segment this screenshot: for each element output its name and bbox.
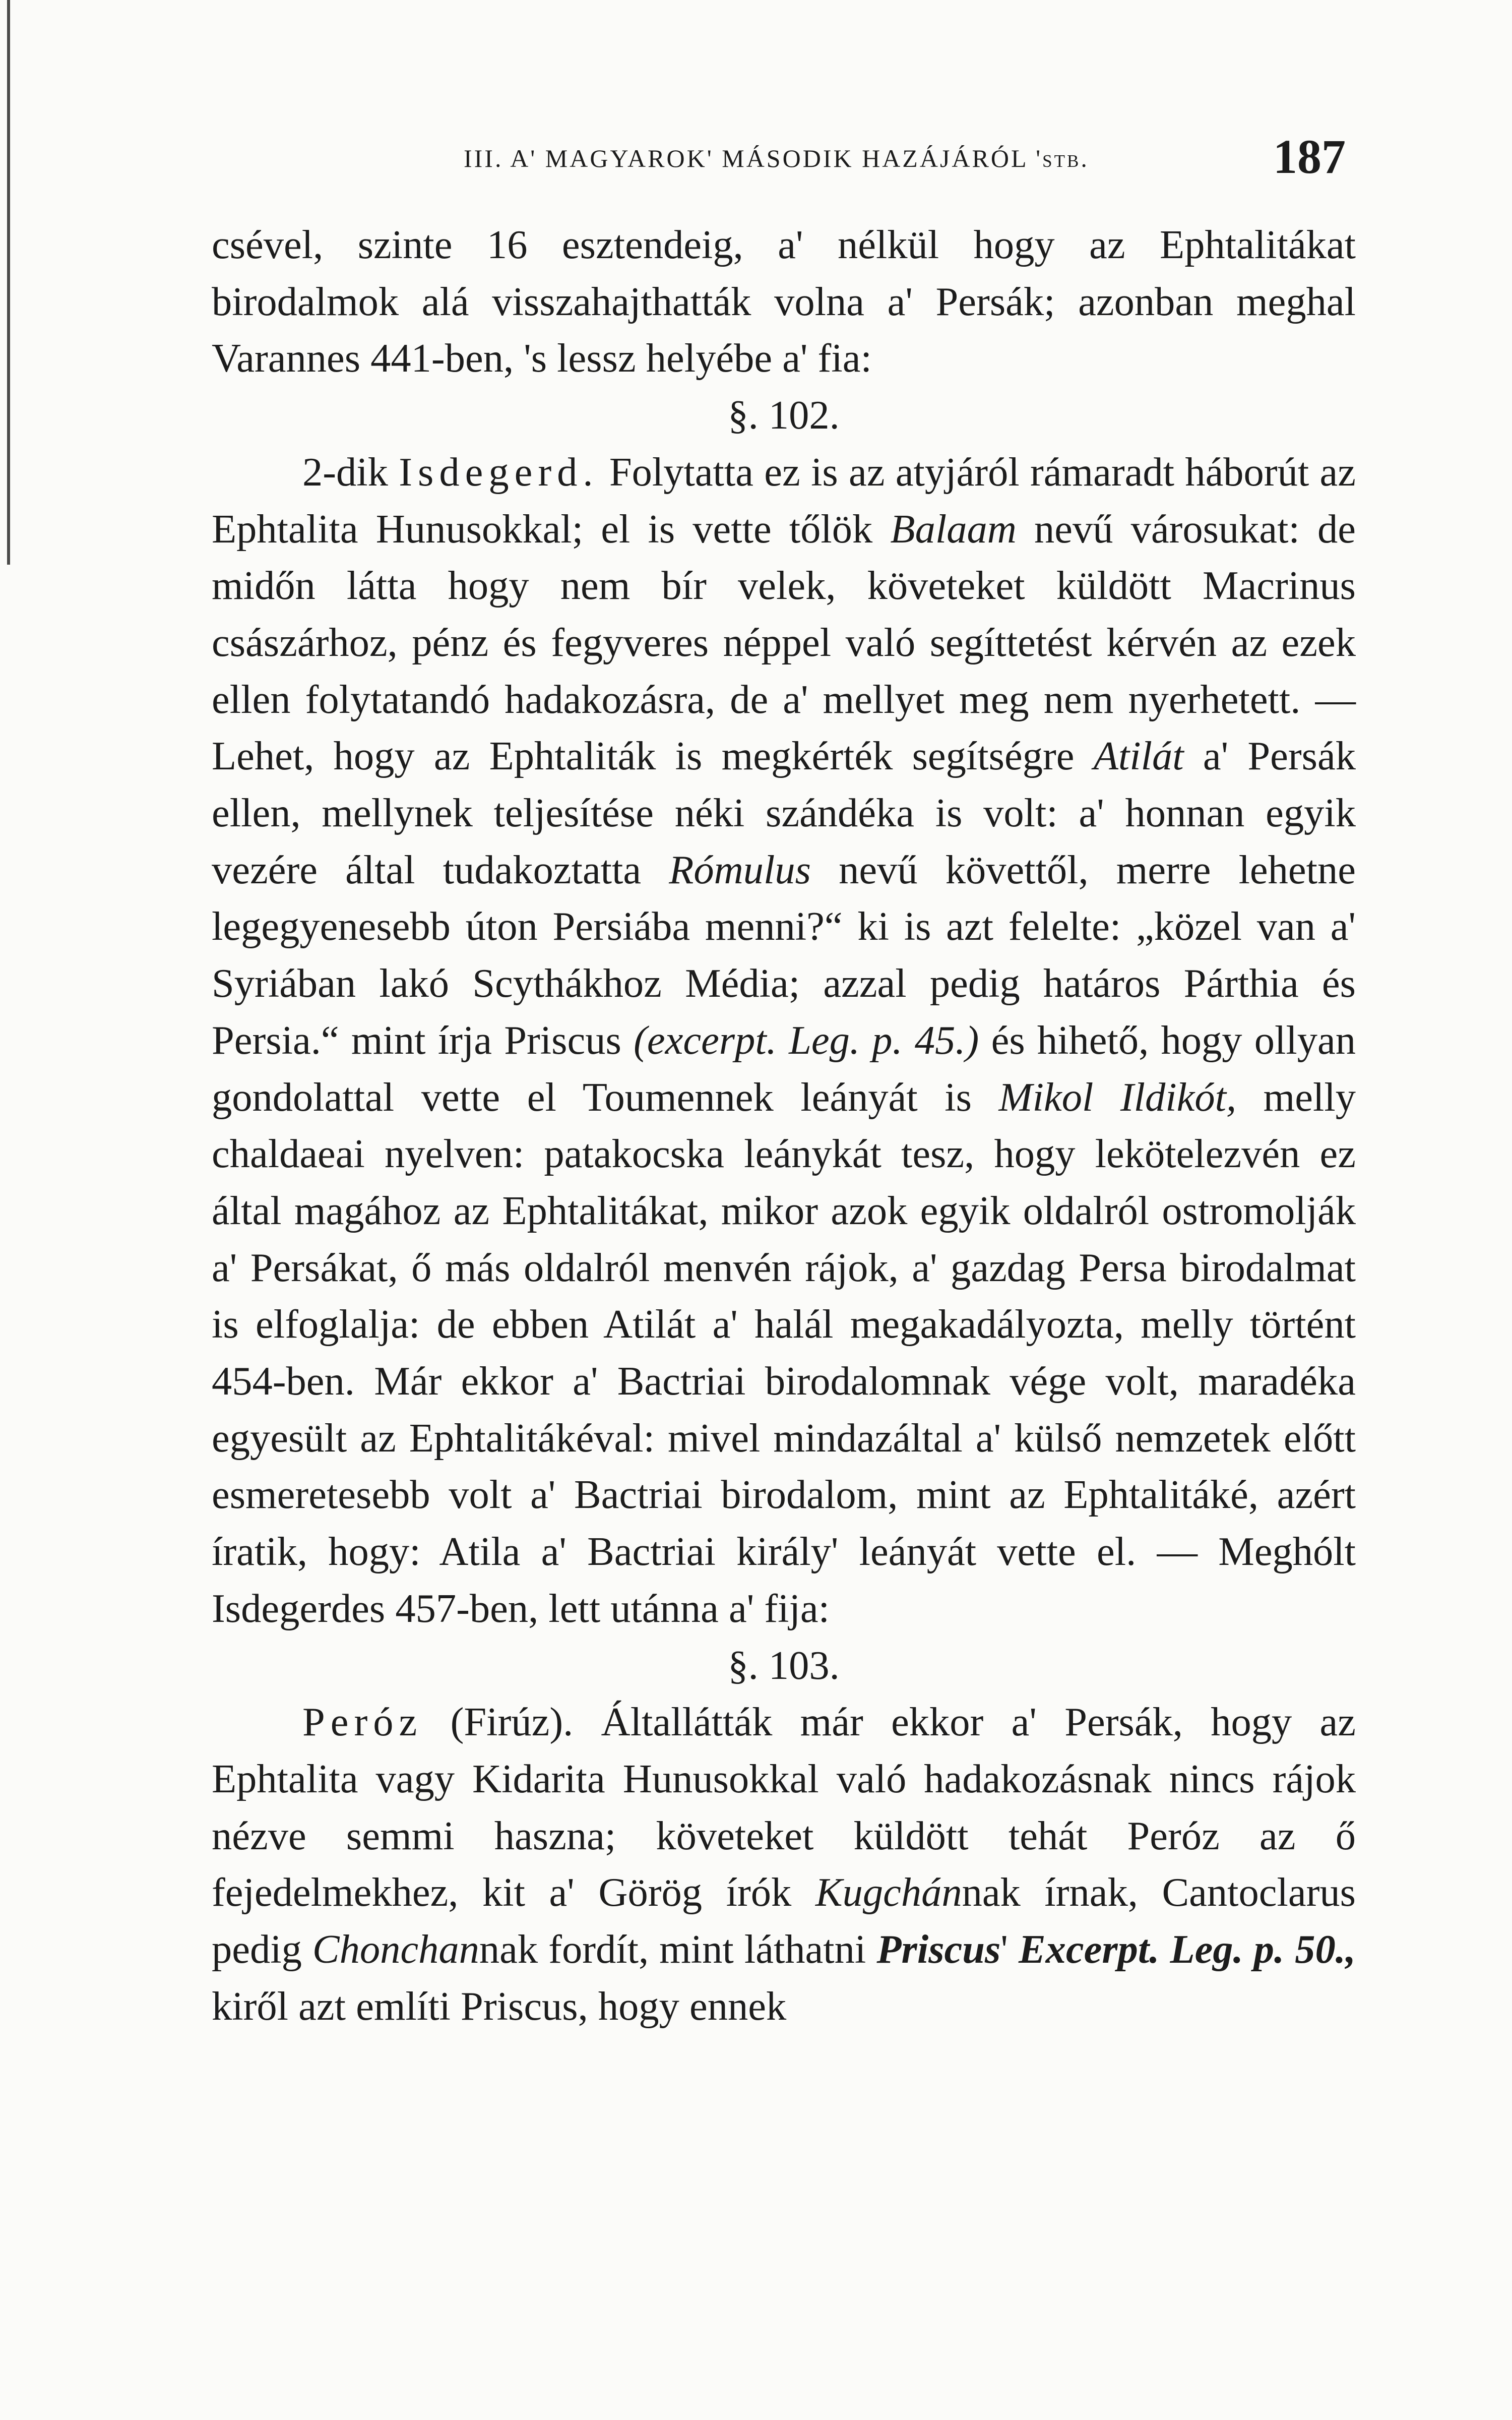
page-number: 187 [1273, 130, 1346, 184]
italic-romulus: Rómulus [669, 847, 811, 892]
italic-balaam: Balaam [890, 506, 1017, 552]
ruler-name-peroz: Peróz [302, 1700, 423, 1745]
paragraph-1 [212, 217, 1356, 387]
paragraph-3-text-b: nak írnak, Cantoclarus pedig [212, 1870, 1356, 1972]
running-head [464, 129, 1346, 184]
italic-chonchan: Chonchan [312, 1927, 479, 1972]
paragraph-3-text-c: nak fordít, mint láthatni [479, 1927, 877, 1972]
citation-excerpt-50: Excerpt. Leg. p. 50., [1018, 1927, 1356, 1972]
ruler-name-prefix: 2-dik [302, 449, 399, 495]
page-edge-rule [7, 0, 10, 565]
running-title: III. A' MAGYAROK' MÁSODIK HAZÁJÁRÓL 'stb. [464, 144, 1089, 172]
italic-atilat: Atilát [1093, 734, 1184, 779]
italic-mikol-ildiko: Mikol Ildikót, [998, 1074, 1237, 1120]
paragraph-3-text-e: kiről azt említi Priscus, hogy ennek [212, 1983, 787, 2029]
section-heading-102: §. 102. [728, 393, 840, 438]
paragraph-2-text-e: és hihető, hogy ollyan gondolattal vette el Toumennek leányát is [212, 1017, 1356, 1120]
paragraph-2-text-b: nevű városukat: de midőn látta hogy nem bír velek, követeket küldött Macrinus császárhoz, pénz és fegyveres néppel való segíttetést kérvén az ezek ellen folytatandó hadakozásra, de a' mellyet meg nem nyerhetett. — Lehet, hogy az Ephtaliták is megkérték segítségre [212, 506, 1356, 779]
section-heading-103: §. 103. [728, 1643, 840, 1688]
paragraph-2-text-d: nevű követtől, merre lehetne legegyenesebb úton Persiába menni?“ ki is azt felelte: „közel van a' Syriában lakó Scythákhoz Média; azzal pedig határos Párthia és Persia.“ mint írja Priscus [212, 847, 1356, 1063]
body-text [212, 217, 1356, 2035]
paragraph-2-text-a: Folytatta ez is az atyjáról rámaradt háborút az Ephtalita Hunusokkal; el is vette tőlök [212, 449, 1356, 552]
citation-excerpt-45: (excerpt. Leg. p. 45.) [634, 1017, 979, 1063]
paragraph-2-text-c: a' Persák ellen, mellynek teljesítése néki szándéka is volt: a' honnan egyik vezére által tudakoztatta [212, 734, 1356, 892]
ruler-name-isdegerd: Isdegerd. [399, 449, 599, 495]
italic-kugchan: Kugchán [815, 1870, 962, 1915]
paragraph-2 [212, 444, 1356, 1638]
paragraph-3-text-a: (Firúz). Általlátták már ekkor a' Persák, hogy az Ephtalita vagy Kidarita Hunusokkal való hadakozásnak nincs rájok nézve semmi haszna; követeket küldött tehát Peróz az ő fejedelmekhez, kit a' Görög írók [212, 1700, 1356, 1915]
italic-priscus: Priscus [876, 1927, 1001, 1972]
paragraph-1-text: csével, szinte 16 esztendeig, a' nélkül hogy az Ephtalitákat birodalmok alá visszahajthatták volna a' Persák; azonban meghal Varannes 441-ben, 's lessz helyébe a' fia: [212, 222, 1356, 381]
paragraph-3 [212, 1694, 1356, 2035]
paragraph-3-text-d: ' [1000, 1927, 1019, 1972]
paragraph-2-text-f: melly chaldaeai nyelven: patakocska leánykát tesz, hogy lekötelezvén ez által magához az Ephtalitákat, mikor azok egyik oldalról ostromolják a' Persákat, ő más oldalról menvén rájok, a' gazdag Persa birodalmat is elfoglalja: de ebben Atilát a' halál megakadályozta, melly történt 454-ben. Már ekkor a' Bactriai birodalomnak vége volt, maradéka egyesült az Ephtalitákéval: mivel mindazáltal a' külső nemzetek előtt esmeretesebb volt a' Bactriai birodalom, mint az Ephtalitáké, azért íratik, hogy: Atila a' Bactriai király' leányát vette el. — Meghólt Isdegerdes 457-ben, lett utánna a' fija: [212, 1074, 1356, 1631]
